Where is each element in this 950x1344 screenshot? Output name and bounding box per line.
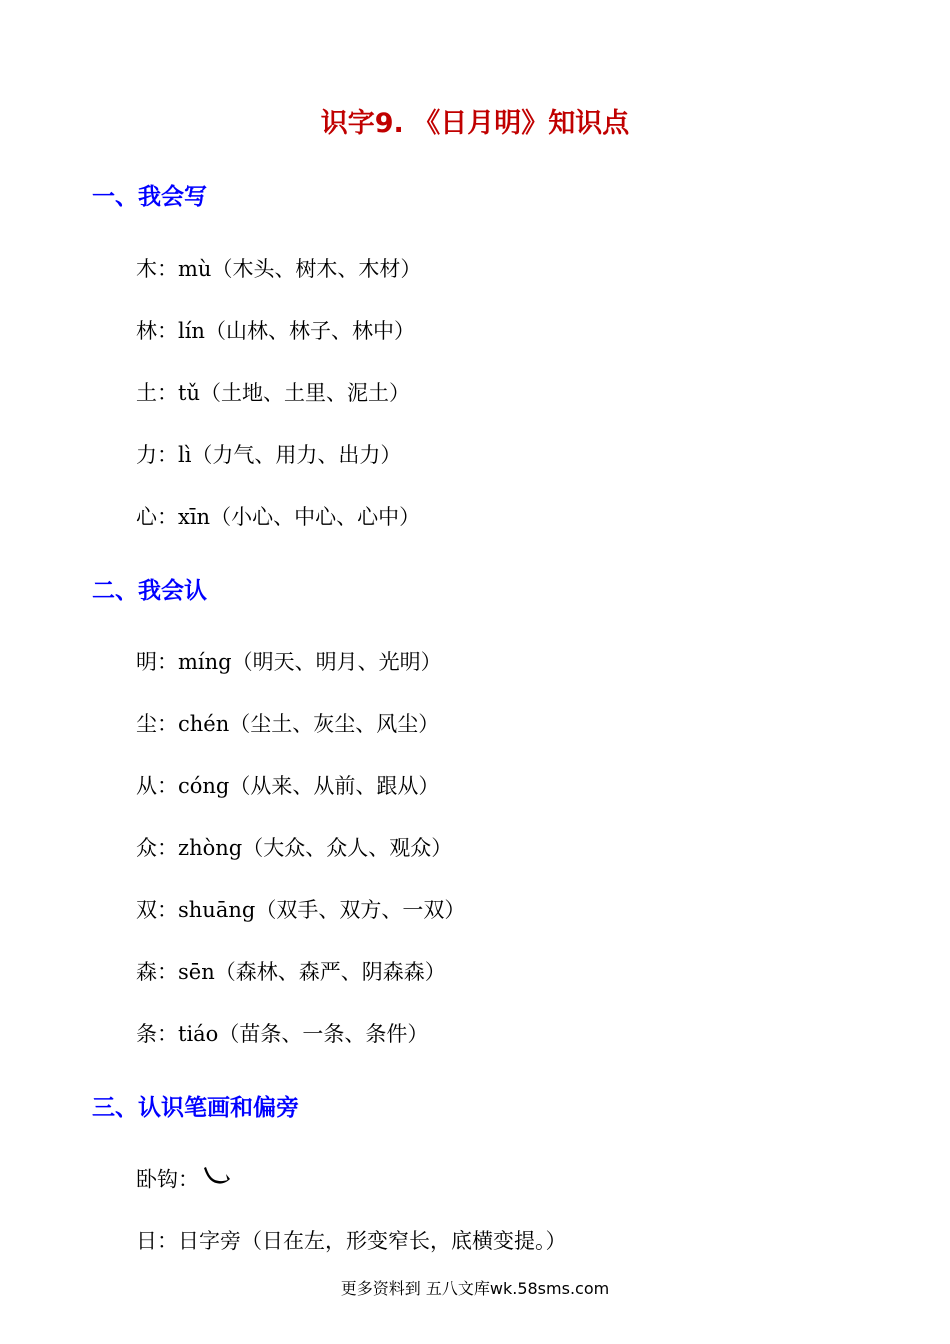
char-item-sen: 森：sēn（森林、森严、阴森森）	[136, 960, 446, 984]
char-item-tiao: 条：tiáo（苗条、一条、条件）	[136, 1022, 429, 1046]
section-heading-recognize: 二、我会认	[92, 578, 207, 604]
page-title: 识字9. 《日月明》知识点	[320, 108, 630, 139]
char-item-zhong: 众：zhòng（大众、众人、观众）	[136, 836, 453, 860]
char-item-mu: 木：mù（木头、树木、木材）	[136, 257, 422, 281]
stroke-label: 卧钩：	[136, 1167, 199, 1192]
char-item-shuang: 双：shuāng（双手、双方、一双）	[136, 898, 466, 922]
radical-item-ri: 日：日字旁（日在左，形变窄长，底横变提。）	[136, 1229, 567, 1253]
char-item-ming: 明：míng（明天、明月、光明）	[136, 650, 442, 674]
stroke-item-wogou	[136, 1164, 233, 1198]
stroke-wogou-icon	[199, 1164, 233, 1198]
section-heading-strokes-radicals: 三、认识笔画和偏旁	[92, 1095, 299, 1121]
char-item-chen: 尘：chén（尘土、灰尘、风尘）	[136, 712, 440, 736]
char-item-li: 力：lì（力气、用力、出力）	[136, 443, 402, 467]
char-item-tu: 土：tǔ（土地、土里、泥土）	[136, 381, 410, 405]
char-item-xin: 心：xīn（小心、中心、心中）	[136, 505, 421, 529]
char-item-cong: 从：cóng（从来、从前、跟从）	[136, 774, 440, 798]
char-item-lin: 林：lín（山林、林子、林中）	[136, 319, 415, 343]
footer-source-note: 更多资料到 五八文库wk.58sms.com	[340, 1279, 610, 1298]
section-heading-write: 一、我会写	[92, 184, 207, 210]
